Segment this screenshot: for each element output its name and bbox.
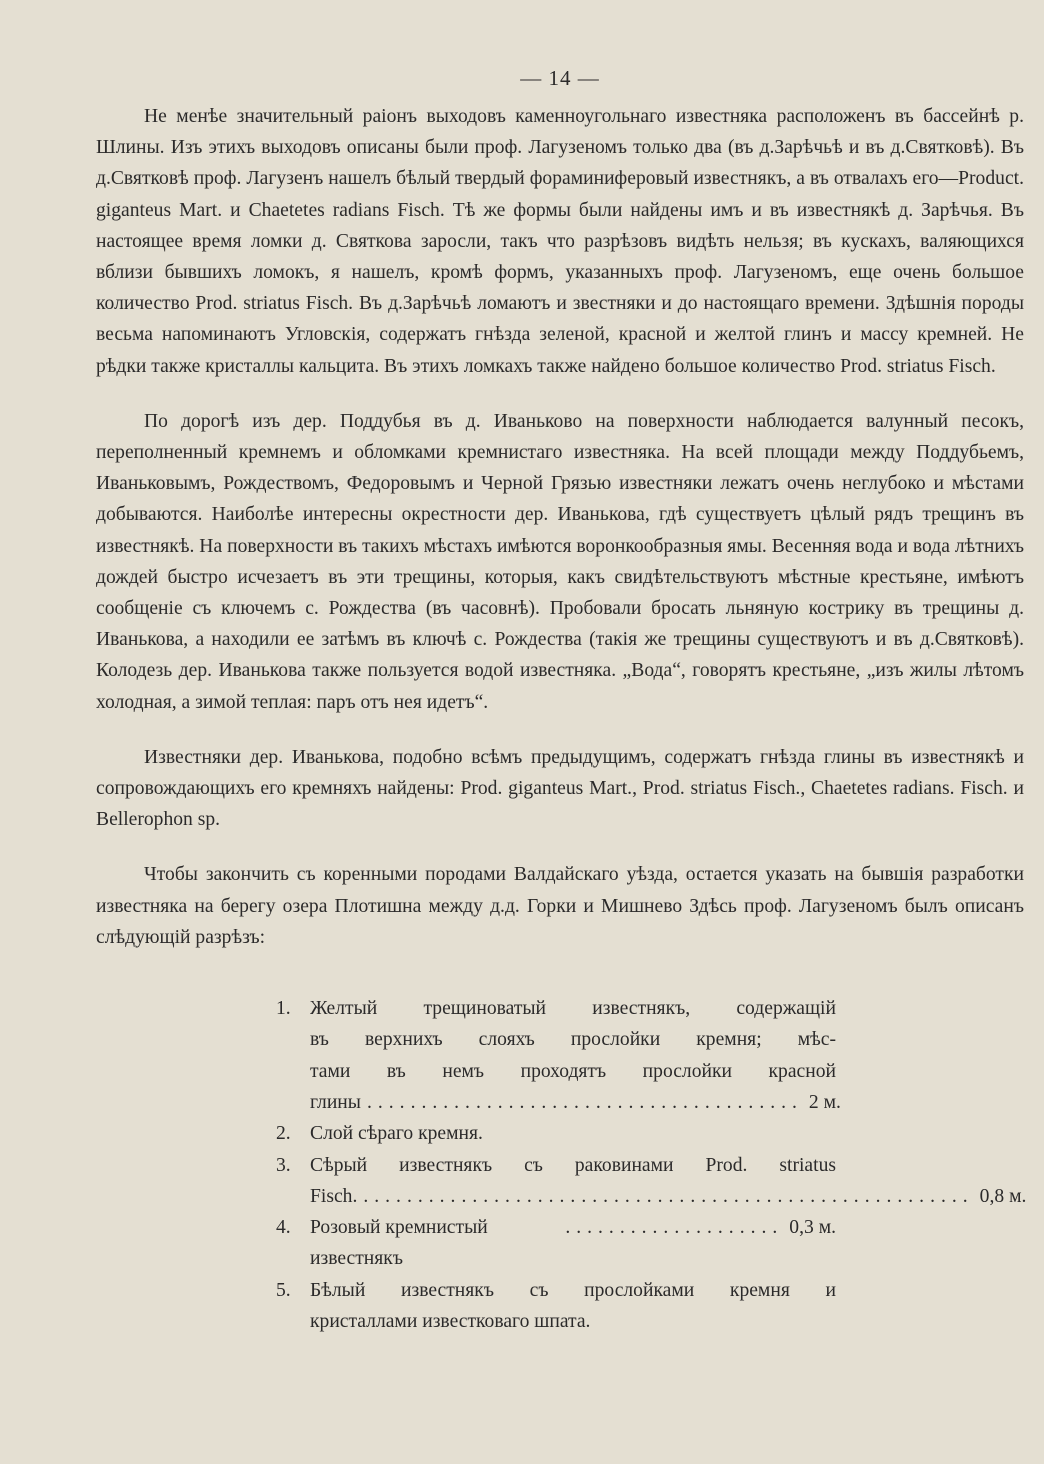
item-number: 1. bbox=[276, 998, 291, 1020]
thickness-value: 2 м. bbox=[808, 1091, 841, 1113]
item-number: 5. bbox=[276, 1279, 291, 1301]
item-line: тами въ немъ проходятъ прослойки красной bbox=[310, 1060, 836, 1082]
paragraph: Не менѣе значительный раіонъ выходовъ каменноугольнаго известняка расположенъ въ бассейнѣ р. Шлины. Изъ этихъ выходовъ описаны были проф. Лагузеномъ только два (въ д.Зарѣчьѣ и въ д.Святковѣ). Въ д.Святковѣ проф. Лагузенъ нашелъ бѣлый твердый фораминиферовый известнякъ, а въ отвалахъ его—Product. giganteus Mart. и Chaetetes radians Fisch. Тѣ же формы были найдены имъ и въ известнякѣ д. Зарѣчья. Въ настоящее время ломки д. Святкова заросли, такъ что разрѣзовъ видѣть нельзя; въ кускахъ, валяющихся вблизи бывшихъ ломокъ, я нашелъ, кромѣ формъ, указанныхъ проф. Лагузеномъ, еще очень большое количество Prod. striatus Fisch. Въ д.Зарѣчьѣ ломаютъ и звестняки и до настоящаго времени. Здѣшнія породы весьма напоминаютъ Угловскія, содержатъ гнѣзда зеленой, красной и желтой глинъ и массу кремней. Не рѣдки также кристаллы кальцита. Въ этихъ ломкахъ также найдено большое количество Prod. striatus Fisch. bbox=[96, 106, 1024, 377]
dot-leader-line bbox=[310, 1181, 1027, 1212]
list-item bbox=[276, 1212, 836, 1275]
paragraph: Известняки дер. Иванькова, подобно всѣмъ предыдущимъ, содержатъ гнѣзда глины въ известнякѣ и сопровождающихъ его кремняхъ найдены: Prod. giganteus Mart., Prod. striatus Fisch., Chaetetes radians. Fisch. и Bellerophon sp. bbox=[96, 746, 1024, 831]
item-text: глины bbox=[310, 1091, 361, 1113]
item-line: Бѣлый известнякъ съ прослойками кремня и bbox=[310, 1279, 836, 1301]
thickness-value: 0,8 м. bbox=[979, 1185, 1027, 1207]
item-number: 4. bbox=[276, 1217, 291, 1239]
item-text bbox=[310, 1275, 836, 1338]
item-text bbox=[310, 1150, 836, 1181]
item-text: Fisch. bbox=[310, 1185, 358, 1207]
thickness-value: 0,3 м. bbox=[789, 1217, 836, 1239]
list-item bbox=[276, 1275, 836, 1338]
item-number: 3. bbox=[276, 1154, 291, 1176]
list-item bbox=[276, 1150, 836, 1181]
list-item-continuation bbox=[276, 1181, 1027, 1212]
dot-leader: ........................................ bbox=[366, 1091, 803, 1113]
dot-leader-line bbox=[310, 1087, 841, 1118]
item-text bbox=[310, 993, 836, 1087]
dot-leader: .................... bbox=[565, 1217, 784, 1239]
item-line: кристаллами известковаго шпата. bbox=[310, 1311, 591, 1333]
item-text bbox=[310, 1118, 836, 1149]
document-body bbox=[96, 101, 1024, 953]
item-line: Слой сѣраго кремня. bbox=[310, 1123, 483, 1145]
item-line: въ верхнихъ слояхъ прослойки кремня; мѣс- bbox=[310, 1029, 836, 1051]
page-number: — 14 — bbox=[520, 66, 600, 90]
list-item bbox=[276, 1118, 836, 1149]
list-item-continuation bbox=[276, 1087, 841, 1118]
list-item bbox=[276, 993, 836, 1087]
paragraph: По дорогѣ изъ дер. Поддубья въ д. Иваньково на поверхности наблюдается валунный песокъ, переполненный кремнемъ и обломками кремнистаго известняка. На всей площади между Поддубьемъ, Иваньковымъ, Рождествомъ, Федоровымъ и Черной Грязью известняки лежатъ очень неглубоко и мѣстами добываются. Наиболѣе интересны окрестности дер. Иванькова, гдѣ существуетъ цѣлый рядъ трещинъ въ известнякѣ. На поверхности въ такихъ мѣстахъ имѣются воронкообразныя ямы. Весенняя вода и вода лѣтнихъ дождей быстро исчезаетъ въ эти трещины, которыя, какъ свидѣтельствуютъ мѣстные крестьяне, имѣютъ сообщеніе съ ключемъ с. Рождества (въ часовнѣ). Пробовали бросать льняную кострику въ трещины д. Иванькова, а находили ее затѣмъ въ ключѣ с. Рождества (такія же трещины существуютъ и въ д.Святковѣ). Колодезь дер. Иванькова также пользуется водой известняка. „Вода“, говорятъ крестьяне, „изъ жилы лѣтомъ холодная, а зимой теплая: паръ отъ нея идетъ“. bbox=[96, 410, 1024, 713]
item-text: Розовый кремнистый известнякъ bbox=[310, 1217, 488, 1270]
paragraph: Чтобы закончить съ коренными породами Валдайскаго уѣзда, остается указать на бывшія разработки известняка на берегу озера Плотишна между д.д. Горки и Мишнево Здѣсь проф. Лагузеномъ былъ описанъ слѣдующій разрѣзъ: bbox=[96, 864, 1024, 948]
item-line: Сѣрый известнякъ съ раковинами Prod. striatus bbox=[310, 1154, 836, 1176]
item-line: Желтый трещиноватый известнякъ, содержащій bbox=[310, 998, 836, 1020]
stratigraphic-section-list bbox=[276, 993, 1027, 1337]
dot-leader: ........................................................ bbox=[363, 1185, 974, 1207]
dot-leader-line bbox=[310, 1212, 836, 1275]
item-number: 2. bbox=[276, 1123, 291, 1145]
